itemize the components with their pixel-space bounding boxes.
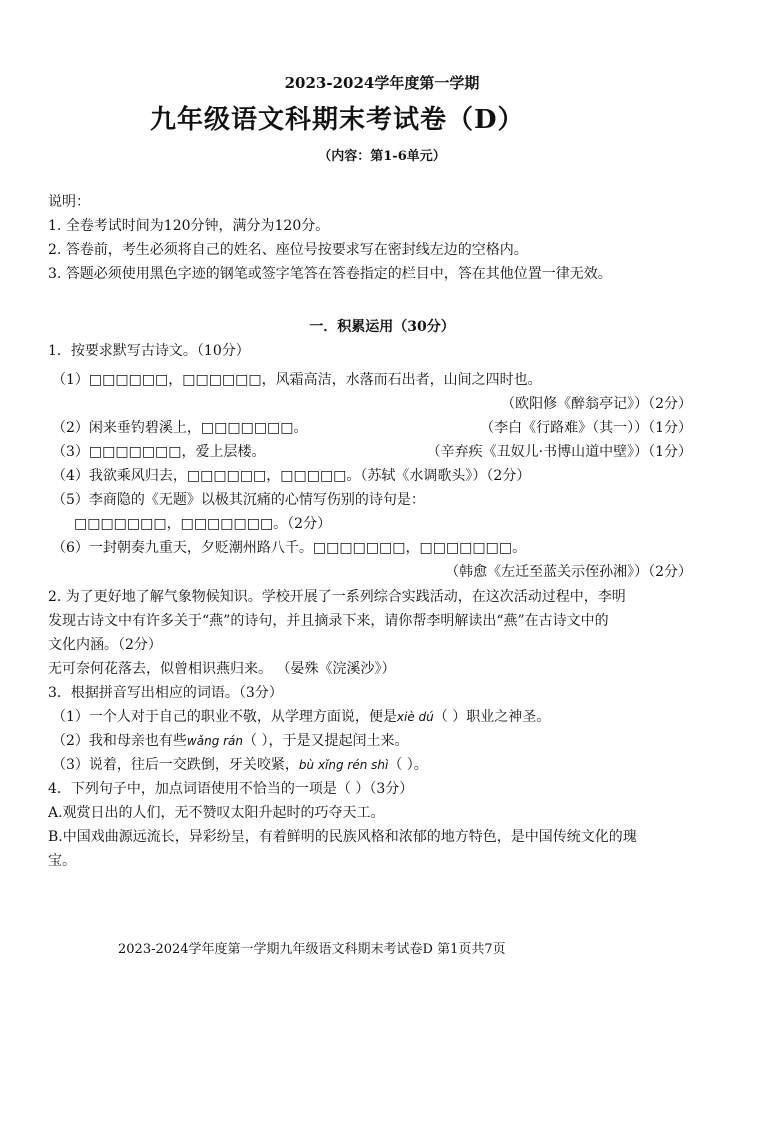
q1-part-2: （2）闲来垂钓碧溪上，□□□□□□□。 — [52, 420, 308, 436]
question-2-line: 发现古诗文中有许多关于“燕”的诗句，并且摘录下来，请你帮李明解读出“燕”在古诗文中的 — [48, 613, 609, 629]
section-title: 一．积累运用（30分） — [309, 319, 455, 335]
q1-part-6: （6）一封朝奏九重天，夕贬潮州路八千。□□□□□□□，□□□□□□□。 — [52, 540, 527, 556]
q4-option-b: B.中国戏曲源远流长，异彩纷呈，有着鲜明的民族风格和浓郁的地方特色，是中国传统文化的瑰 — [48, 829, 637, 845]
q3-part-2-text: （2）我和母亲也有些 — [52, 733, 187, 749]
q1-part-5-answer: □□□□□□□，□□□□□□□。（2分） — [74, 516, 332, 532]
q3-part-1-pinyin: xiè dú — [396, 710, 434, 724]
q3-part-2-blank: （ ），于是又提起闰土来。 — [243, 733, 409, 749]
q1-part-4: （4）我欲乘风归去，□□□□□□，□□□□□。（苏轼《水调歌头》）（2分） — [52, 468, 531, 484]
question-2-line: 文化内涵。（2分） — [48, 637, 162, 653]
q4-option-a: A.观赏日出的人们，无不赞叹太阳升起时的巧夺天工。 — [48, 805, 385, 821]
q3-part-3-text: （3）说着，往后一交跌倒，牙关咬紧， — [52, 757, 299, 773]
instruction-item: 2. 答卷前，考生必须将自己的姓名、座位号按要求写在密封线左边的空格内。 — [48, 242, 528, 258]
question-2-line: 2. 为了更好地了解气象物候知识。学校开展了一系列综合实践活动，在这次活动过程中，李明 — [48, 589, 626, 605]
q3-part-3 — [52, 756, 428, 774]
q3-part-3-pinyin: bù xǐng rén shì — [298, 758, 389, 772]
page-footer: 2023-2024学年度第一学期九年级语文科期末考试卷D 第1页共7页 — [118, 942, 506, 957]
q4-option-b-cont: 宝。 — [48, 853, 76, 869]
q1-part-1-source: （欧阳修《醉翁亭记》）（2分） — [501, 396, 692, 412]
q3-part-2-pinyin: wǎng rán — [186, 734, 244, 748]
q1-part-1: （1）□□□□□□，□□□□□□，风霜高洁，水落而石出者，山间之四时也。 — [52, 372, 542, 388]
q1-part-3: （3）□□□□□□□，爱上层楼。 — [52, 444, 266, 460]
q3-part-3-blank: （ ）。 — [388, 757, 428, 773]
q1-part-5: （5）李商隐的《无题》以极其沉痛的心情写伤别的诗句是： — [52, 492, 425, 508]
instructions-label: 说明： — [48, 194, 90, 210]
q3-part-1-blank: （ ）职业之神圣。 — [433, 709, 551, 725]
exam-title: 九年级语文科期末考试卷（D） — [150, 105, 525, 135]
q1-part-6-source: （韩愈《左迁至蓝关示侄孙湘》）（2分） — [445, 564, 692, 580]
question-2-poem: 无可奈何花落去，似曾相识燕归来。 （晏殊《浣溪沙》） — [48, 661, 396, 677]
q3-part-1-text: （1）一个人对于自己的职业不敬，从学理方面说，便是 — [52, 709, 397, 725]
question-3-stem: 3．根据拼音写出相应的词语。（3分） — [48, 685, 283, 701]
question-4-stem: 4．下列句子中，加点词语使用不恰当的一项是（ ）（3分） — [48, 781, 414, 797]
term-heading: 2023-2024学年度第一学期 — [284, 74, 480, 92]
q1-part-3-source: （辛弃疾《丑奴儿·书博山道中壁》）（1分） — [426, 444, 692, 460]
instruction-item: 3. 答题必须使用黑色字迹的钢笔或签字笔答在答卷指定的栏目中，答在其他位置一律无效。 — [48, 266, 612, 282]
q1-part-2-source: （李白《行路难》（其一））（1分） — [480, 420, 692, 436]
q3-part-1 — [52, 708, 550, 726]
question-1-stem: 1．按要求默写古诗文。（10分） — [48, 343, 250, 359]
exam-scope: （内容：第1-6单元） — [318, 149, 446, 164]
q3-part-2 — [52, 732, 408, 750]
instruction-item: 1. 全卷考试时间为120分钟，满分为120分。 — [48, 218, 330, 234]
